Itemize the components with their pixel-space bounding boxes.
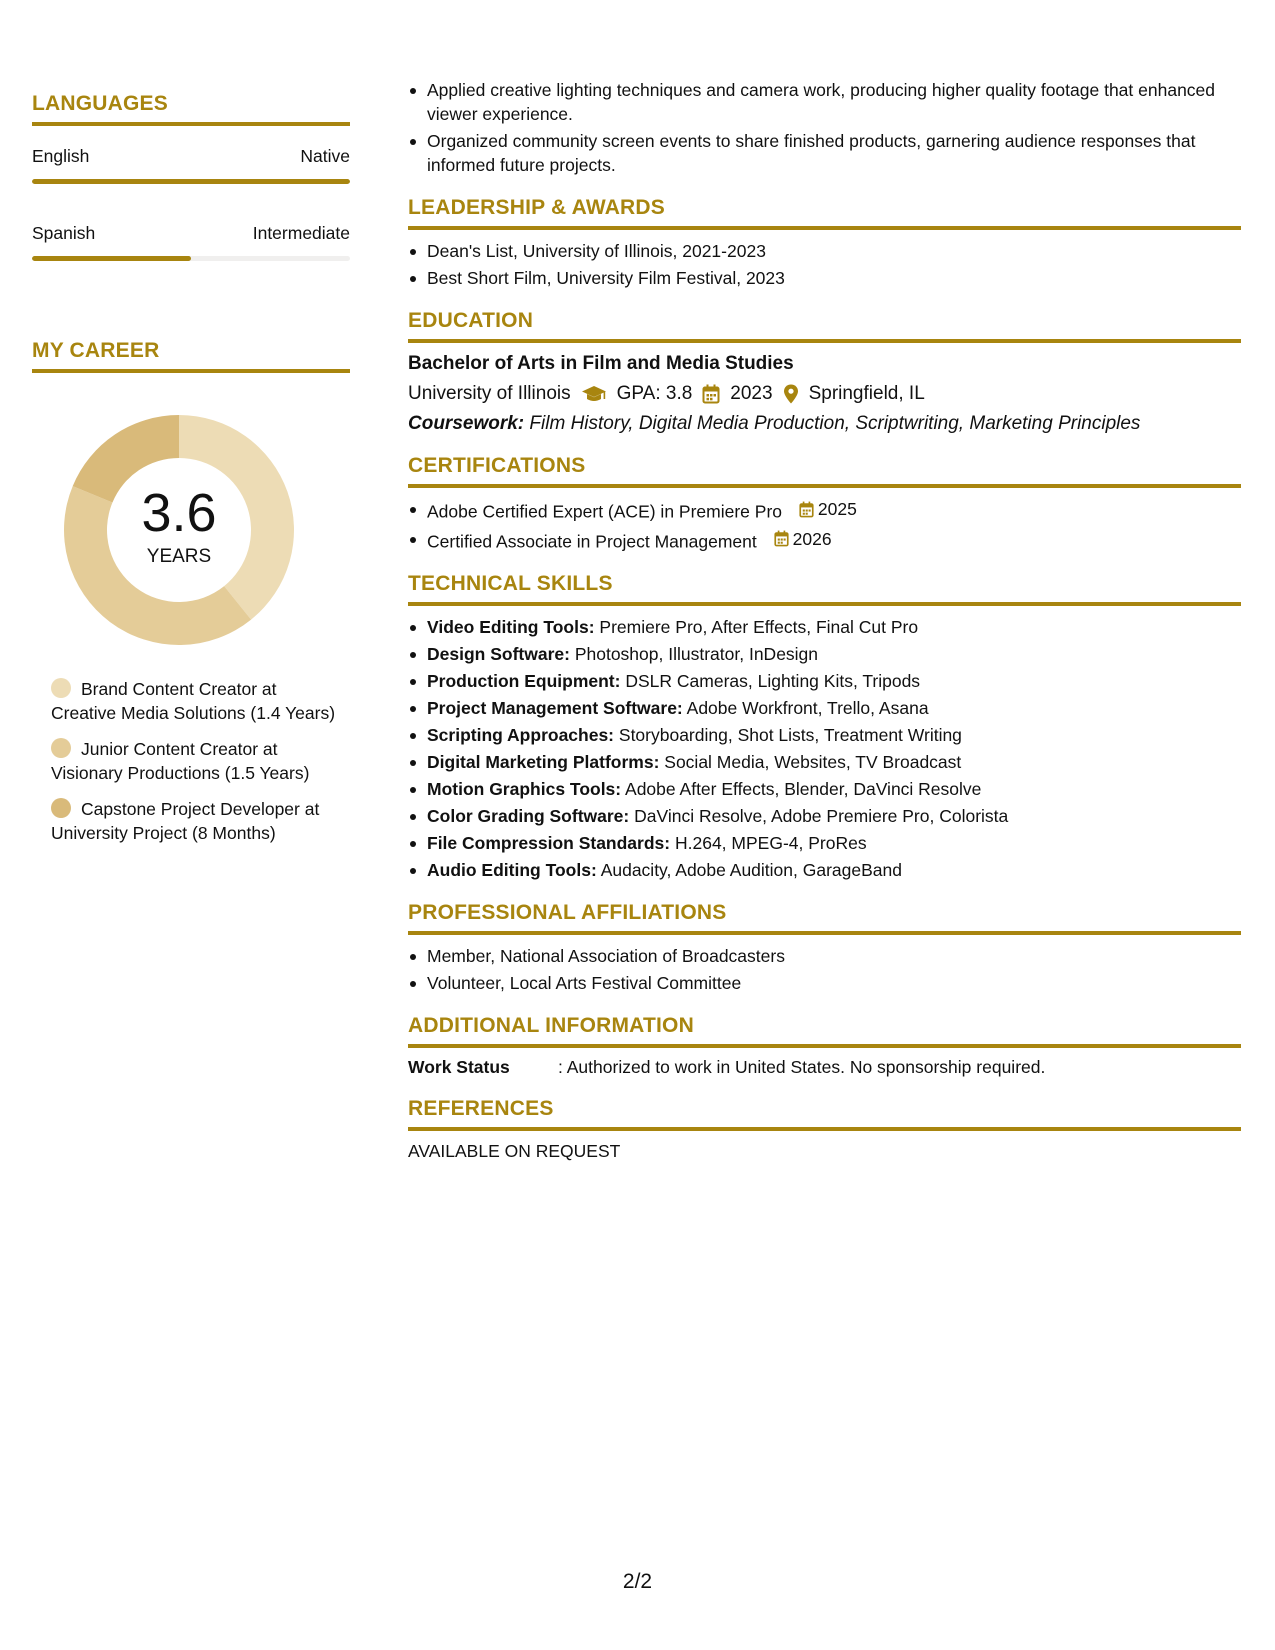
list-item: Volunteer, Local Arts Festival Committee <box>408 971 1241 995</box>
skill-label: Color Grading Software: <box>427 806 630 826</box>
skill-value: DaVinci Resolve, Adobe Premiere Pro, Colorista <box>634 806 1009 826</box>
language-english <box>32 146 350 184</box>
language-spanish <box>32 223 350 261</box>
list-item <box>408 669 1241 693</box>
list-item: Dean's List, University of Illinois, 2021-2023 <box>408 239 1241 263</box>
skill-label: Scripting Approaches: <box>427 725 615 745</box>
education-details <box>408 383 1241 405</box>
leadership-title: LEADERSHIP & AWARDS <box>408 196 665 219</box>
section-rule <box>408 1044 1241 1048</box>
skill-label: Design Software: <box>427 644 570 664</box>
proficiency-fill <box>32 179 350 184</box>
graduation-cap-icon <box>581 384 607 404</box>
skill-value: Adobe Workfront, Trello, Asana <box>686 698 929 718</box>
work-status-row <box>408 1057 1241 1078</box>
education-section <box>408 309 1241 435</box>
graduation-year: 2023 <box>730 383 773 404</box>
legend-label: Capstone Project Developer at University Project (8 Months) <box>51 799 320 843</box>
education-title: EDUCATION <box>408 309 534 332</box>
work-status-label: Work Status <box>408 1057 510 1077</box>
section-rule <box>408 484 1241 488</box>
career-total: 3.6 <box>141 483 217 543</box>
proficiency-bar <box>32 256 350 261</box>
cert-name: Certified Associate in Project Management <box>427 531 757 551</box>
list-item <box>408 858 1241 882</box>
school-name: University of Illinois <box>408 383 571 404</box>
language-name: English <box>32 146 90 166</box>
affiliations-section <box>408 901 1241 995</box>
list-item <box>408 831 1241 855</box>
legend-dot <box>51 738 71 758</box>
section-rule <box>408 339 1241 343</box>
languages-section <box>32 92 350 261</box>
work-status-value: : Authorized to work in United States. No sponsorship required. <box>558 1057 1046 1077</box>
list-item: Member, National Association of Broadcasters <box>408 944 1241 968</box>
list-item <box>408 615 1241 639</box>
skill-label: Digital Marketing Platforms: <box>427 752 660 772</box>
skill-label: Audio Editing Tools: <box>427 860 597 880</box>
page-number: 2/2 <box>622 1570 653 1593</box>
calendar-icon <box>799 501 814 518</box>
skill-label: Video Editing Tools: <box>427 617 595 637</box>
list-item <box>408 750 1241 774</box>
language-level: Native <box>300 146 350 166</box>
legend-dot <box>51 678 71 698</box>
leadership-section <box>408 196 1241 290</box>
career-unit: YEARS <box>146 546 212 567</box>
skill-value: Photoshop, Illustrator, InDesign <box>574 644 819 664</box>
legend-label: Brand Content Creator at Creative Media Solutions (1.4 Years) <box>51 679 336 723</box>
skill-value: DSLR Cameras, Lighting Kits, Tripods <box>625 671 921 691</box>
section-rule <box>408 931 1241 935</box>
cert-name: Adobe Certified Expert (ACE) in Premiere Pro <box>427 501 782 522</box>
location-pin-icon <box>783 384 799 404</box>
skills-title: TECHNICAL SKILLS <box>408 572 613 595</box>
right-column <box>408 78 1241 1162</box>
list-item: Organized community screen events to share finished products, garnering audience responses that informed future projects. <box>408 129 1241 177</box>
list-item <box>408 497 1241 524</box>
career-section <box>32 339 350 845</box>
languages-title: LANGUAGES <box>32 92 168 115</box>
language-level: Intermediate <box>252 223 350 243</box>
gpa: GPA: 3.8 <box>616 383 693 404</box>
coursework <box>408 413 1241 435</box>
additional-title: ADDITIONAL INFORMATION <box>408 1014 694 1037</box>
calendar-icon <box>702 384 720 404</box>
affiliations-title: PROFESSIONAL AFFILIATIONS <box>408 901 727 924</box>
experience-bullets <box>408 78 1241 177</box>
skill-value: Storyboarding, Shot Lists, Treatment Writing <box>618 725 962 745</box>
coursework-label: Coursework: <box>408 413 525 434</box>
skill-value: Social Media, Websites, TV Broadcast <box>664 752 962 772</box>
school-location: Springfield, IL <box>808 383 925 404</box>
list-item: Applied creative lighting techniques and camera work, producing higher quality footage that enhanced viewer experience. <box>408 78 1241 126</box>
coursework-list: Film History, Digital Media Production, Scriptwriting, Marketing Principles <box>529 413 1141 434</box>
skill-label: Project Management Software: <box>427 698 683 718</box>
career-donut-chart <box>64 415 294 645</box>
list-item: Best Short Film, University Film Festival, 2023 <box>408 266 1241 290</box>
skill-value: Adobe After Effects, Blender, DaVinci Resolve <box>625 779 982 799</box>
list-item <box>408 804 1241 828</box>
skill-value: H.264, MPEG-4, ProRes <box>674 833 867 853</box>
calendar-icon <box>774 530 789 547</box>
legend-item <box>51 677 341 725</box>
proficiency-fill <box>32 256 191 261</box>
cert-year: 2026 <box>792 528 832 549</box>
list-item <box>408 527 1241 554</box>
section-rule <box>408 1127 1241 1131</box>
list-item <box>408 777 1241 801</box>
certifications-title: CERTIFICATIONS <box>408 454 586 477</box>
section-rule <box>32 122 350 126</box>
proficiency-bar <box>32 179 350 184</box>
list-item <box>408 642 1241 666</box>
cert-year: 2025 <box>817 499 857 519</box>
certifications-section <box>408 454 1241 553</box>
legend-label: Junior Content Creator at Visionary Productions (1.5 Years) <box>51 739 310 783</box>
skill-value: Premiere Pro, After Effects, Final Cut Pro <box>599 617 919 637</box>
legend-item <box>51 797 341 845</box>
skill-label: Motion Graphics Tools: <box>427 779 622 799</box>
skill-label: File Compression Standards: <box>427 833 671 853</box>
references-text: AVAILABLE ON REQUEST <box>408 1141 621 1161</box>
skill-label: Production Equipment: <box>427 671 621 691</box>
references-section <box>408 1097 1241 1162</box>
legend-item <box>51 737 341 785</box>
additional-section <box>408 1014 1241 1078</box>
section-rule <box>32 369 350 373</box>
career-legend <box>51 677 341 845</box>
list-item <box>408 696 1241 720</box>
skill-value: Audacity, Adobe Audition, GarageBand <box>600 860 902 880</box>
skills-section <box>408 572 1241 882</box>
section-rule <box>408 226 1241 230</box>
references-title: REFERENCES <box>408 1097 554 1120</box>
career-title: MY CAREER <box>32 339 160 362</box>
language-name: Spanish <box>32 223 96 243</box>
left-column <box>32 92 350 857</box>
list-item <box>408 723 1241 747</box>
degree-title: Bachelor of Arts in Film and Media Studies <box>408 353 794 374</box>
section-rule <box>408 602 1241 606</box>
legend-dot <box>51 798 71 818</box>
